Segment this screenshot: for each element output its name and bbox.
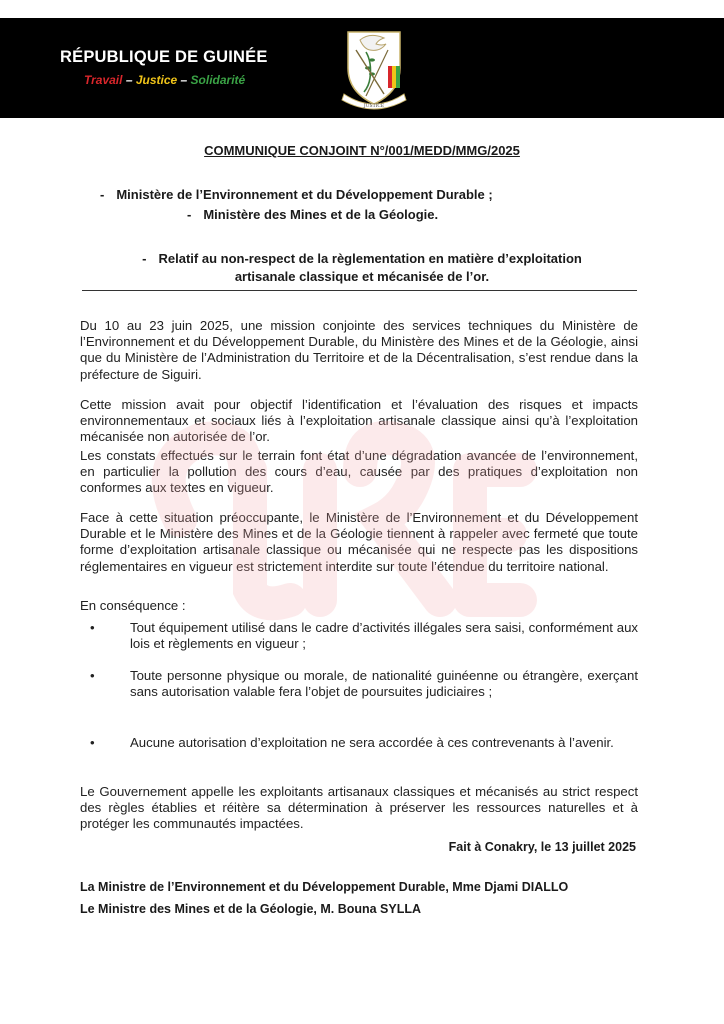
bullet-icon: • — [90, 735, 95, 750]
paragraph-objective: Cette mission avait pour objectif l’identification et l’évaluation des risques et impacts environnementaux et sociaux liés à l’exploitation artisanale classique ainsi qu’à l’exploitation mécanisée non autorisée de l’or. — [80, 397, 638, 445]
bullet-icon: • — [90, 620, 95, 635]
signatory-environment: La Ministre de l’Environnement et du Développement Durable, Mme Djami DIALLO — [80, 880, 569, 894]
ministry-mines: Ministère des Mines et de la Géologie. — [203, 207, 439, 222]
subject-text: Relatif au non-respect de la règlementation en matière d’exploitation — [158, 251, 582, 266]
ministry-line — [187, 207, 438, 222]
coat-of-arms-icon — [326, 22, 422, 114]
national-motto — [84, 73, 245, 87]
bullet-icon: • — [90, 668, 95, 683]
bullet-text: Toute personne physique ou morale, de nationalité guinéenne ou étrangère, exerçant sans autorisation valable fera l’objet de poursuites judiciaires ; — [130, 668, 638, 700]
ministry-line — [100, 187, 493, 202]
bullet-text: Aucune autorisation d’exploitation ne sera accordée à ces contrevenants à l’avenir. — [130, 735, 614, 750]
paragraph-closing: Le Gouvernement appelle les exploitants artisanaux classiques et mécanisés au strict respect des règles établies et réitère sa détermination à préserver les ressources naturelles et à protéger les communautés impactées. — [80, 784, 638, 832]
paragraph-findings: Les constats effectués sur le terrain font état d’une dégradation avancée de l’environnement, en particulier la pollution des cours d’eau, causée par des pratiques d’exploitation non conformes aux textes en vigueur. — [80, 448, 638, 496]
bullet-text: Tout équipement utilisé dans le cadre d’activités illégales sera saisi, conformément aux lois et règlements en vigueur ; — [130, 620, 638, 652]
subject-line-2: artisanale classique et mécanisée de l’or. — [234, 269, 490, 284]
header-band — [0, 18, 724, 118]
divider — [82, 290, 637, 291]
communique-title: COMMUNIQUE CONJOINT N°/001/MEDD/MMG/2025 — [204, 143, 520, 158]
paragraph-consequence: En conséquence : — [80, 598, 186, 613]
date-place: Fait à Conakry, le 13 juillet 2025 — [448, 840, 636, 854]
list-dash: - — [100, 187, 105, 202]
signatory-mines: Le Ministre des Mines et de la Géologie, M. Bouna SYLLA — [80, 902, 422, 916]
ministry-environment: Ministère de l’Environnement et du Développement Durable ; — [116, 187, 493, 202]
motto-travail: Travail — [84, 73, 123, 87]
country-name: RÉPUBLIQUE DE GUINÉE — [60, 48, 268, 66]
list-dash: - — [142, 251, 147, 266]
motto-solidarite: Solidarité — [190, 73, 246, 87]
motto-separator: – — [122, 73, 136, 87]
motto-justice: Justice — [135, 73, 178, 87]
list-dash: - — [187, 207, 192, 222]
emblem-motto-text: JUSTICE — [363, 104, 385, 109]
subject-line-1 — [0, 251, 724, 266]
motto-separator: – — [177, 73, 191, 87]
paragraph-situation: Face à cette situation préoccupante, le Ministère de l’Environnement et du Développement Durable et le Ministère des Mines et de la Géologie tiennent à rappeler avec fermeté que toute forme d’exploitation artisanale classique ou mécanisée qui ne respecte pas les dispositions réglementaires en vigueur est strictement interdite sur toute l’étendue du territoire national. — [80, 510, 638, 574]
paragraph-mission: Du 10 au 23 juin 2025, une mission conjointe des services techniques du Ministère de l’Environnement et du Développement Durable, du Ministère des Mines et de la Géologie, ainsi que du Ministère de l’Administration du Territoire et de la Décentralisation, s’est rendue dans la préfecture de Siguiri. — [80, 318, 638, 382]
